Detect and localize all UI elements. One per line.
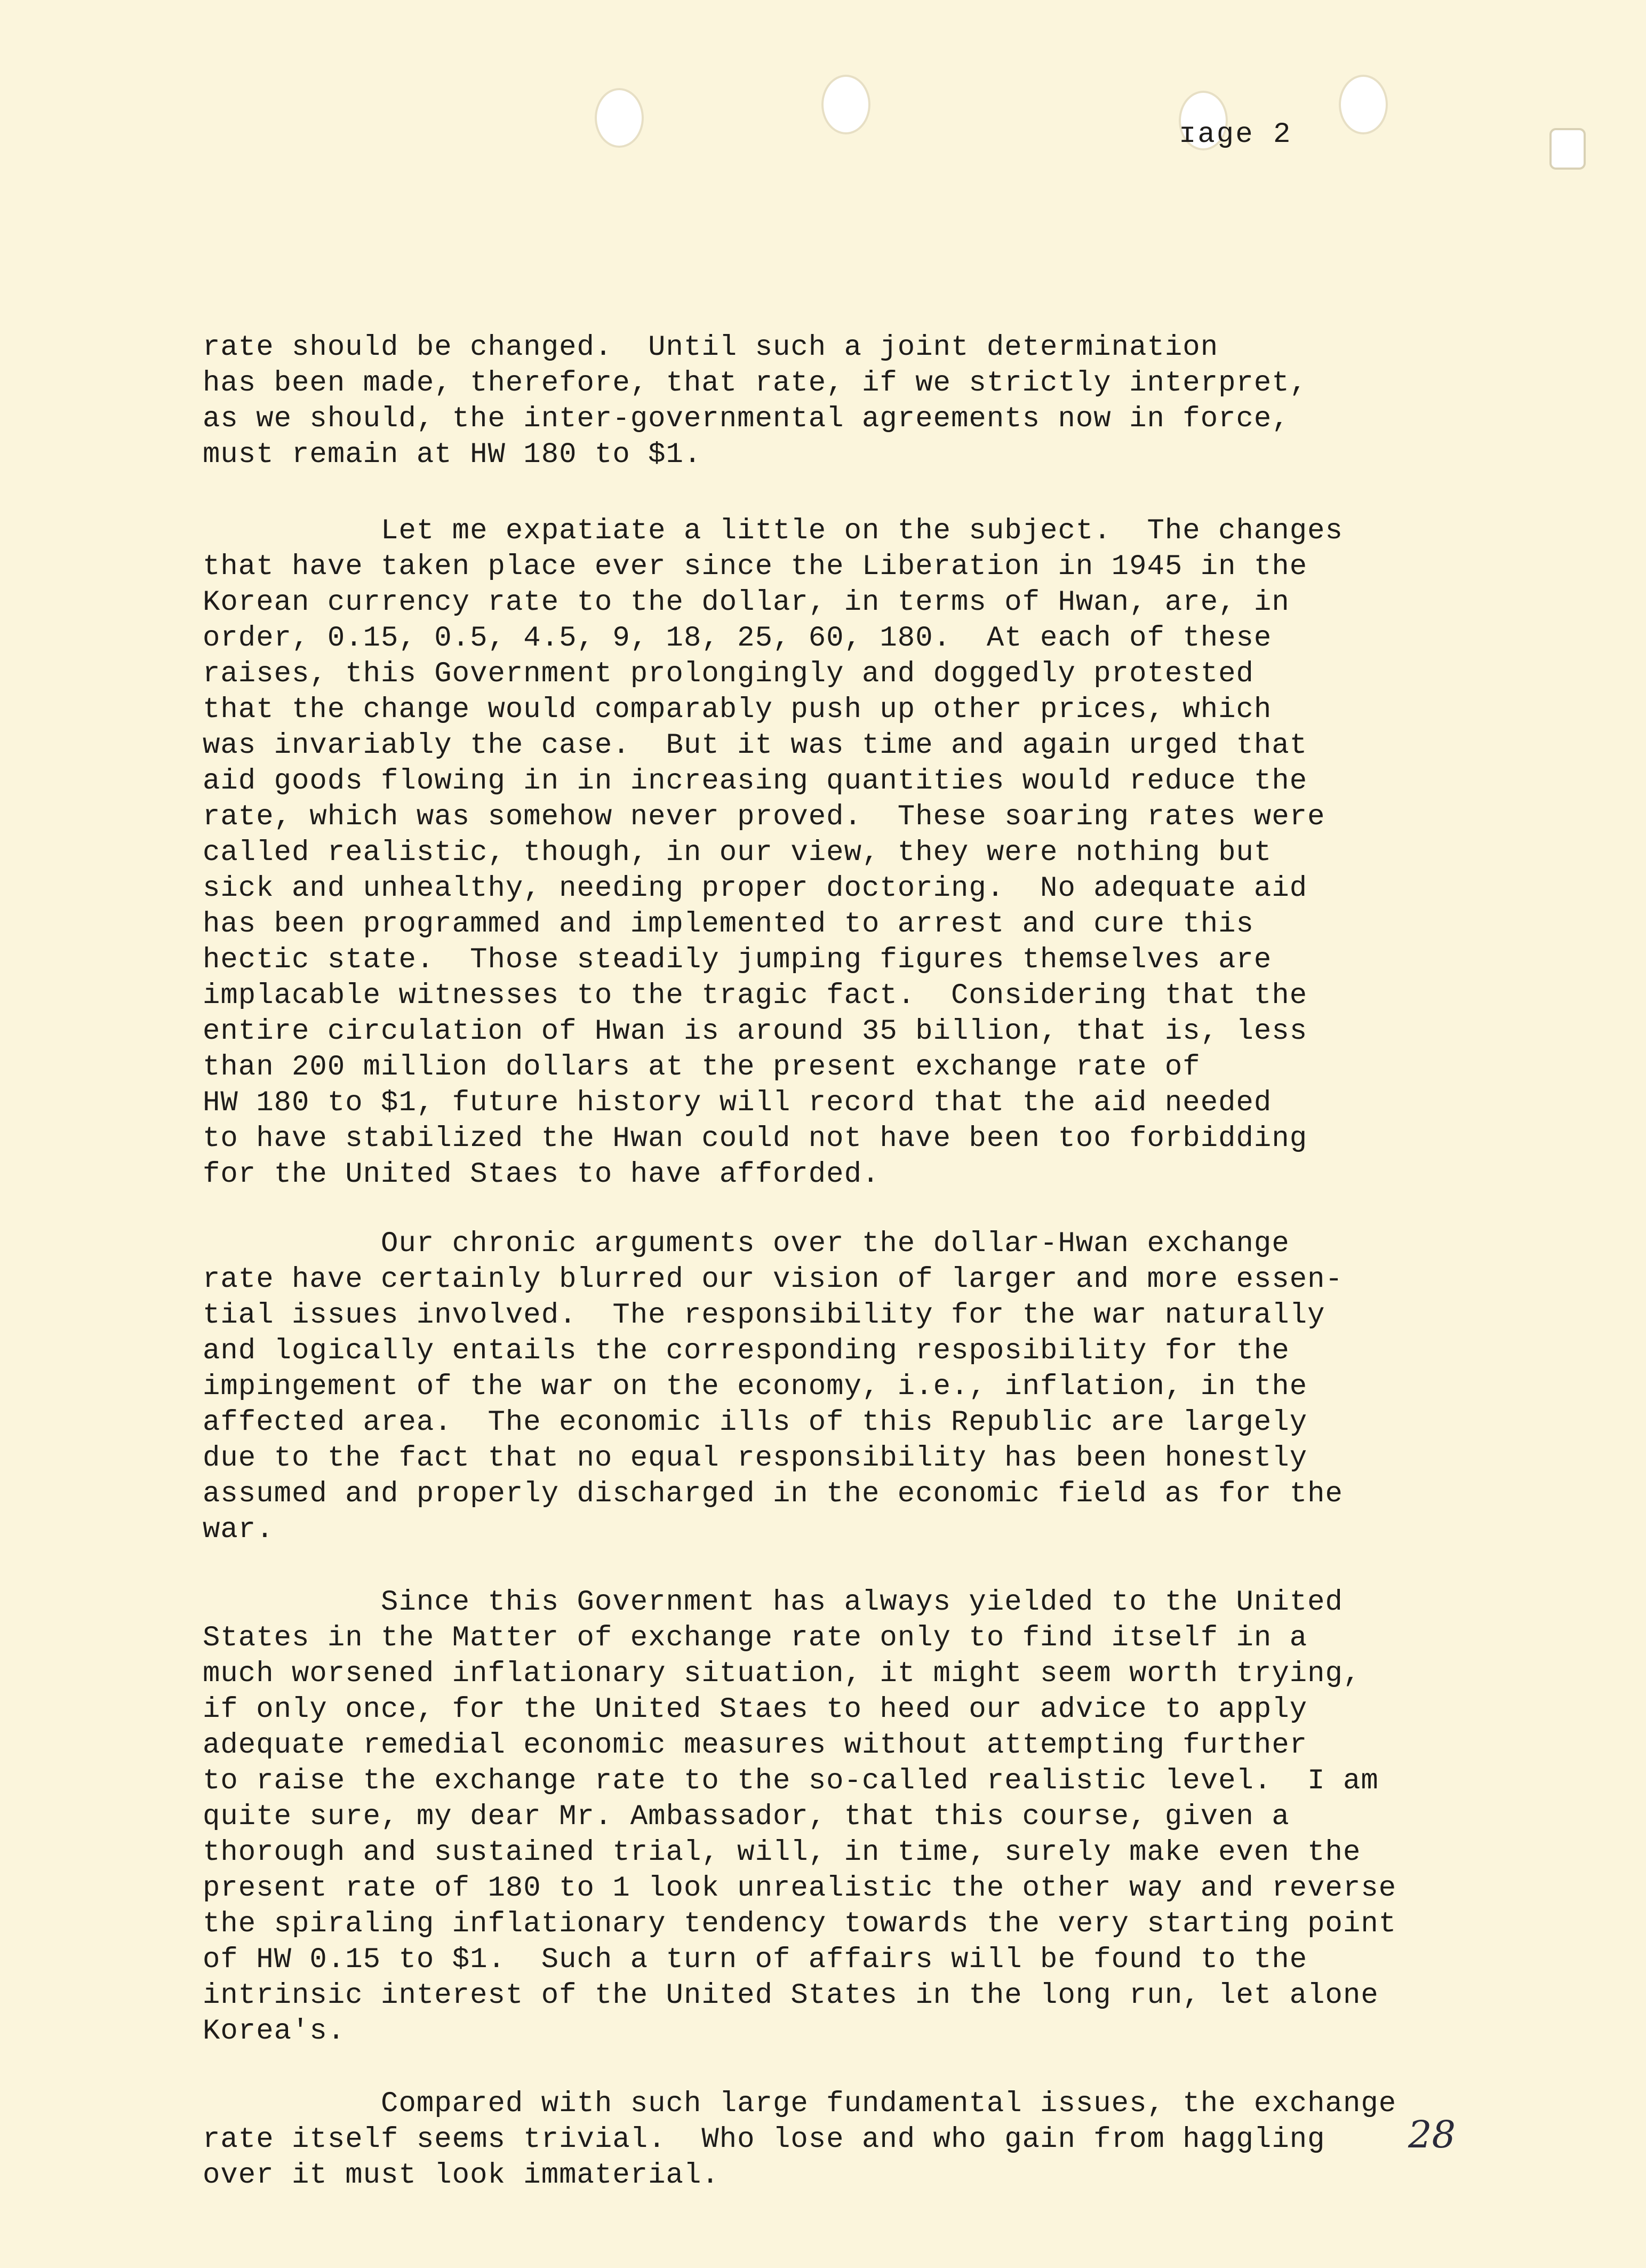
punch-hole [821, 75, 870, 134]
paragraph-3: Our chronic arguments over the dollar-Hwan exchange rate have certainly blurred our vision of larger and more essen- tial issues involved. The responsibility for the war naturally and logically entails the corresponding resposibility for the impingement of the war on the economy, i.e., inflation, in the affected area. The economic ills of this Republic are largely due to the fact that no equal responsibility has been honestly assumed and properly discharged in the economic field as for the war. [203, 1228, 1343, 1546]
page-number-header: ɪage 2 [1179, 118, 1292, 151]
corner-tab [1549, 128, 1586, 170]
paragraph-1: rate should be changed. Until such a joint determination has been made, therefore, that rate, if we strictly interpret, as we should, the inter-governmental agreements now in force, must remain at HW 180 to $1. [203, 331, 1308, 471]
punch-hole [1339, 75, 1388, 134]
handwritten-page-mark: 28 [1408, 2113, 1456, 2156]
paragraph-2: Let me expatiate a little on the subject. The changes that have taken place ever since the Liberation in 1945 in the Korean currency rate to the dollar, in terms of Hwan, are, in order, 0.15, 0.5, 4.5, 9, 18, 25, 60, 180. At each of these raises, this Government prolongingly and doggedly protested that the change would comparably push up other prices, which was invariably the case. But it was time and again urged that aid goods flowing in in increasing quantities would reduce the rate, which was somehow never proved. These soaring rates were called realistic, though, in our view, they were nothing but sick and unhealthy, needing proper doctoring. No adequate aid has been programmed and implemented to arrest and cure this hectic state. Those steadily jumping figures themselves are implacable witnesses to the tragic fact. Considering that the entire circulation of Hwan is around 35 billion, that is, less than 200 million dollars at the present exchange rate of HW 180 to $1, future history will record that the aid needed to have stabilized the Hwan could not have been too forbidding for the United Staes to have afforded. [203, 515, 1343, 1191]
punch-hole [595, 88, 644, 148]
paragraph-5: Compared with such large fundamental issues, the exchange rate itself seems trivial. Who lose and who gain from haggling over it must look immaterial. [203, 2088, 1397, 2192]
paragraph-4: Since this Government has always yielded to the United States in the Matter of exchange rate only to find itself in a much worsened inflationary situation, it might seem worth trying, if only once, for the United Staes to heed our advice to apply adequate remedial economic measures without attempting further to raise the exchange rate to the so-called realistic level. I am quite sure, my dear Mr. Ambassador, that this course, given a thorough and sustained trial, will, in time, surely make even the present rate of 180 to 1 look unrealistic the other way and reverse the spiraling inflationary tendency towards the very starting point of HW 0.15 to $1. Such a turn of affairs will be found to the intrinsic interest of the United States in the long run, let alone Korea's. [203, 1586, 1397, 2048]
